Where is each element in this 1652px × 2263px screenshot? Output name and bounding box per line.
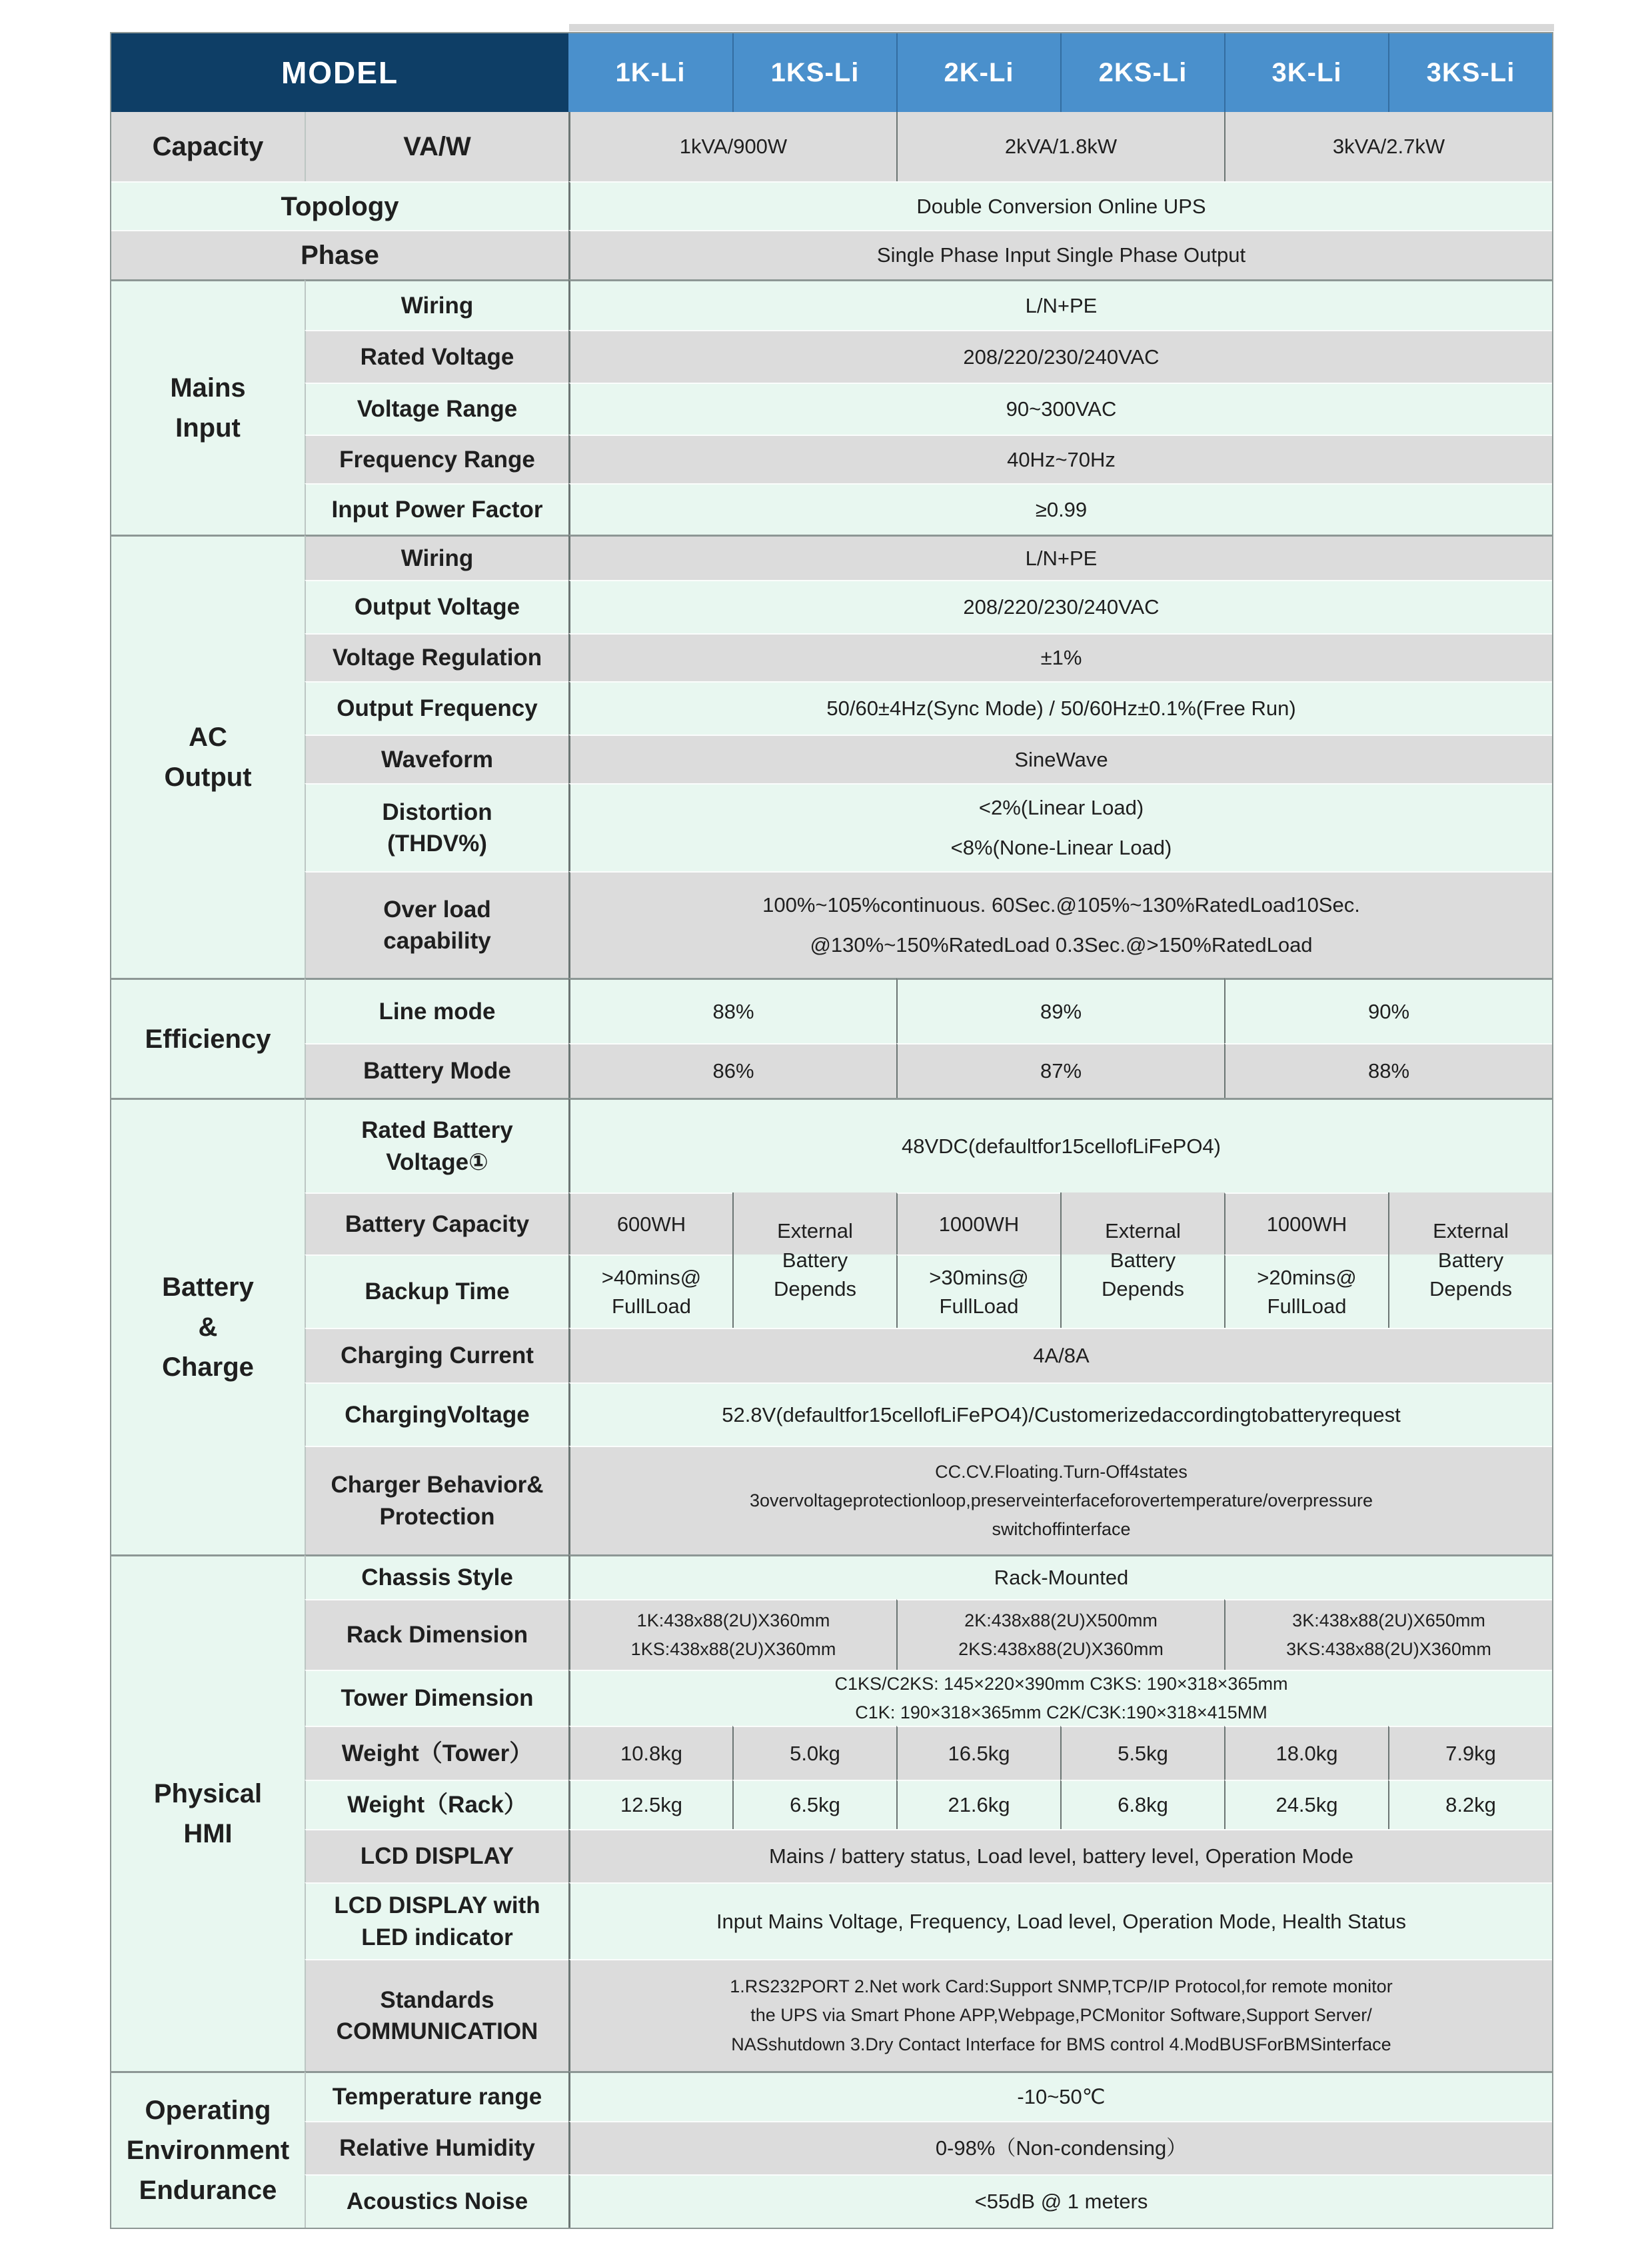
weight-tower-1k bbox=[568, 1726, 732, 1780]
output-frequency-label bbox=[305, 681, 568, 735]
weight-tower-2k bbox=[896, 1726, 1060, 1780]
model-column-3ks-li bbox=[1388, 33, 1552, 112]
capacity-label bbox=[111, 112, 305, 181]
value-line: 3KS:438x88(2U)X360mm bbox=[1286, 1639, 1491, 1659]
battery-capacity-label bbox=[305, 1192, 568, 1254]
weight-tower-3ks bbox=[1388, 1726, 1552, 1780]
rack-dimension-value-1k bbox=[568, 1599, 896, 1670]
distortion-label bbox=[305, 783, 568, 871]
section-label-line: Operating bbox=[145, 2096, 271, 2125]
value-text: 90% bbox=[1367, 999, 1410, 1023]
line-mode-label bbox=[305, 978, 568, 1043]
output-voltage-label bbox=[305, 580, 568, 633]
capacity-value-1k bbox=[568, 112, 896, 181]
external-battery-cell-3ks bbox=[1388, 1192, 1552, 1328]
section-label-line: Efficiency bbox=[145, 1024, 271, 1054]
value-text: 7.9kg bbox=[1445, 1741, 1496, 1765]
label-text: LCD DISPLAY bbox=[360, 1843, 514, 1870]
section-operating-environment bbox=[111, 2071, 305, 2228]
label-text: Chassis Style bbox=[361, 1564, 513, 1591]
section-ac-output bbox=[111, 535, 305, 978]
section-efficiency bbox=[111, 978, 305, 1098]
value-text: 90~300VAC bbox=[1006, 397, 1117, 421]
value-text: 1000WH bbox=[1266, 1212, 1347, 1236]
value-text: 4A/8A bbox=[1033, 1344, 1090, 1368]
ups-spec-table bbox=[110, 32, 1553, 2229]
temperature-range-value bbox=[568, 2071, 1552, 2121]
phase-value bbox=[568, 230, 1552, 279]
label-text: Rack Dimension bbox=[346, 1622, 528, 1648]
lcd-led-label bbox=[305, 1882, 568, 1959]
value-text: 86% bbox=[712, 1059, 754, 1083]
value-line: Battery bbox=[1437, 1248, 1504, 1272]
external-battery-cell-2ks bbox=[1060, 1192, 1224, 1328]
value-line: 1.RS232PORT 2.Net work Card:Support SNMP,TCP/IP Protocol,for remote monitor bbox=[730, 1976, 1393, 1997]
input-power-factor-value bbox=[568, 483, 1552, 535]
voltage-regulation-label bbox=[305, 633, 568, 681]
battery-mode-value-1k bbox=[568, 1043, 896, 1098]
topology-label bbox=[111, 181, 568, 230]
rated-battery-voltage-value bbox=[568, 1098, 1552, 1192]
value-line: CC.CV.Floating.Turn-Off4states bbox=[935, 1461, 1188, 1482]
value-line: External bbox=[1105, 1219, 1181, 1243]
chassis-style-value bbox=[568, 1554, 1552, 1599]
charging-current-label bbox=[305, 1328, 568, 1382]
voltage-range-value bbox=[568, 383, 1552, 435]
rack-dimension-value-2k bbox=[896, 1599, 1224, 1670]
charging-voltage-value bbox=[568, 1382, 1552, 1446]
value-text: 5.5kg bbox=[1118, 1741, 1168, 1765]
voltage-range-label bbox=[305, 383, 568, 435]
label-text: Weight（Rack） bbox=[347, 1792, 527, 1818]
value-line: 1K:438x88(2U)X360mm bbox=[636, 1610, 830, 1630]
value-line: 100%~105%continuous. 60Sec.@105%~130%RatedLoad10Sec. bbox=[762, 893, 1360, 917]
acoustics-noise-value bbox=[568, 2174, 1552, 2228]
section-label-line: Endurance bbox=[139, 2176, 277, 2205]
section-label-line: Physical bbox=[153, 1779, 263, 1808]
value-line: the UPS via Smart Phone APP,Webpage,PCMonitor Software,Support Server/ bbox=[750, 2005, 1372, 2026]
value-text: 88% bbox=[712, 999, 754, 1023]
model-column-1k-li bbox=[568, 33, 732, 112]
value-line: >30mins@ bbox=[929, 1265, 1029, 1289]
relative-humidity-label bbox=[305, 2121, 568, 2174]
acoustics-noise-label bbox=[305, 2174, 568, 2228]
capacity-value-2k bbox=[896, 112, 1224, 181]
phase-label bbox=[111, 230, 568, 279]
value-text: 10.8kg bbox=[620, 1741, 683, 1765]
value-text: Single Phase Input Single Phase Output bbox=[876, 243, 1246, 267]
label-line: LCD DISPLAY with bbox=[334, 1892, 540, 1919]
value-line: Battery bbox=[1110, 1248, 1176, 1272]
model-column-2k-li bbox=[896, 33, 1060, 112]
value-text: 89% bbox=[1040, 999, 1082, 1023]
section-label-line: Input bbox=[175, 413, 241, 443]
value-text: L/N+PE bbox=[1025, 293, 1098, 317]
label-text: Wiring bbox=[401, 292, 474, 319]
value-text: 16.5kg bbox=[948, 1741, 1010, 1765]
ac-wiring-value bbox=[568, 535, 1552, 580]
value-line: switchoffinterface bbox=[992, 1519, 1131, 1540]
capacity-unit-label bbox=[305, 112, 568, 181]
value-line: 3overvoltageprotectionloop,preserveinterfaceforovertemperature/overpressure bbox=[749, 1490, 1373, 1510]
value-text: 208/220/230/240VAC bbox=[963, 345, 1160, 369]
label-text: Charging Current bbox=[341, 1342, 534, 1369]
value-text: Rack-Mounted bbox=[994, 1566, 1129, 1590]
label-line: Distortion bbox=[382, 799, 492, 825]
label-line: LED indicator bbox=[361, 1924, 513, 1950]
input-power-factor-label bbox=[305, 483, 568, 535]
label-text: Capacity bbox=[152, 132, 264, 161]
lcd-display-label bbox=[305, 1829, 568, 1882]
value-line: 2K:438x88(2U)X500mm bbox=[964, 1610, 1158, 1630]
value-text: 6.5kg bbox=[790, 1793, 840, 1817]
charger-behavior-value bbox=[568, 1446, 1552, 1554]
value-text: 6.8kg bbox=[1118, 1793, 1168, 1817]
value-text: 88% bbox=[1367, 1059, 1410, 1083]
model-name: 1K-Li bbox=[615, 58, 686, 87]
charging-current-value bbox=[568, 1328, 1552, 1382]
value-line: 3K:438x88(2U)X650mm bbox=[1292, 1610, 1485, 1630]
section-label-line: Mains bbox=[170, 373, 246, 403]
label-text: VA/W bbox=[403, 132, 471, 161]
weight-rack-label bbox=[305, 1780, 568, 1829]
label-text: Phase bbox=[301, 241, 379, 270]
value-line: >40mins@ bbox=[601, 1265, 702, 1289]
label-text: Battery Capacity bbox=[345, 1210, 530, 1237]
value-text: Input Mains Voltage, Frequency, Load level, Operation Mode, Health Status bbox=[716, 1909, 1407, 1933]
standards-communication-label bbox=[305, 1959, 568, 2071]
label-text: Weight（Tower） bbox=[341, 1740, 533, 1766]
value-text: 8.2kg bbox=[1445, 1793, 1496, 1817]
weight-rack-2ks bbox=[1060, 1780, 1224, 1829]
tower-dimension-label bbox=[305, 1670, 568, 1726]
value-line: External bbox=[1433, 1219, 1509, 1243]
rated-voltage-label bbox=[305, 330, 568, 383]
value-text: 1000WH bbox=[938, 1212, 1020, 1236]
value-line: FullLoad bbox=[939, 1294, 1019, 1318]
standards-communication-value bbox=[568, 1959, 1552, 2071]
battery-capacity-value-2k bbox=[896, 1192, 1060, 1254]
model-column-3k-li bbox=[1224, 33, 1388, 112]
value-text: ≥0.99 bbox=[1035, 497, 1088, 521]
frequency-range-label bbox=[305, 435, 568, 483]
value-line: FullLoad bbox=[1267, 1294, 1347, 1318]
lcd-display-value bbox=[568, 1829, 1552, 1882]
value-line: NASshutdown 3.Dry Contact Interface for BMS control 4.ModBUSForBMSinterface bbox=[731, 2034, 1391, 2054]
battery-capacity-value-1k bbox=[568, 1192, 732, 1254]
value-text: <55dB @ 1 meters bbox=[974, 2190, 1148, 2214]
value-text: ±1% bbox=[1040, 646, 1082, 670]
model-name: 3K-Li bbox=[1271, 58, 1342, 87]
backup-time-value-3k bbox=[1224, 1254, 1388, 1328]
value-text: 2kVA/1.8kW bbox=[1004, 135, 1118, 159]
section-mains-input bbox=[111, 279, 305, 535]
label-text: ChargingVoltage bbox=[345, 1401, 530, 1428]
line-mode-value-1k bbox=[568, 978, 896, 1043]
tower-dimension-value bbox=[568, 1670, 1552, 1726]
external-battery-cell-1ks bbox=[732, 1192, 896, 1328]
distortion-value bbox=[568, 783, 1552, 871]
rack-dimension-value-3k bbox=[1224, 1599, 1552, 1670]
label-line: (THDV%) bbox=[387, 831, 487, 857]
value-line: <8%(None-Linear Load) bbox=[950, 836, 1172, 859]
value-text: 50/60±4Hz(Sync Mode) / 50/60Hz±0.1%(Free Run) bbox=[826, 697, 1296, 721]
section-battery-charge bbox=[111, 1098, 305, 1554]
section-label-line: HMI bbox=[183, 1819, 233, 1848]
section-label-line: Output bbox=[164, 763, 252, 792]
voltage-regulation-value bbox=[568, 633, 1552, 681]
rated-battery-voltage-label bbox=[305, 1098, 568, 1192]
value-line: C1K: 190×318×365mm C2K/C3K:190×318×415MM bbox=[855, 1702, 1267, 1722]
value-text: 21.6kg bbox=[948, 1793, 1010, 1817]
model-name: 3KS-Li bbox=[1426, 58, 1515, 87]
section-label-line: Charge bbox=[162, 1352, 254, 1382]
weight-rack-1k bbox=[568, 1780, 732, 1829]
model-header-label: MODEL bbox=[281, 55, 399, 90]
chassis-style-label bbox=[305, 1554, 568, 1599]
value-line: @130%~150%RatedLoad 0.3Sec.@>150%RatedLoad bbox=[810, 933, 1313, 957]
value-line: <2%(Linear Load) bbox=[978, 795, 1144, 819]
label-line: COMMUNICATION bbox=[336, 2018, 538, 2044]
model-name: 1KS-Li bbox=[770, 58, 860, 87]
weight-tower-3k bbox=[1224, 1726, 1388, 1780]
label-text: Acoustics Noise bbox=[346, 2188, 528, 2215]
battery-mode-value-3k bbox=[1224, 1043, 1552, 1098]
label-line: Rated Battery bbox=[361, 1117, 513, 1144]
value-text: Double Conversion Online UPS bbox=[916, 194, 1206, 218]
value-line: Battery bbox=[782, 1248, 848, 1272]
charging-voltage-label bbox=[305, 1382, 568, 1446]
battery-capacity-value-3k bbox=[1224, 1192, 1388, 1254]
overload-capability-value bbox=[568, 871, 1552, 978]
label-text: Relative Humidity bbox=[339, 2135, 535, 2162]
waveform-value bbox=[568, 735, 1552, 783]
value-text: SineWave bbox=[1014, 747, 1108, 771]
weight-tower-label bbox=[305, 1726, 568, 1780]
backup-time-value-1k bbox=[568, 1254, 732, 1328]
label-text: Temperature range bbox=[332, 2084, 542, 2110]
label-line: Standards bbox=[380, 1986, 494, 2013]
lcd-led-value bbox=[568, 1882, 1552, 1959]
weight-rack-3ks bbox=[1388, 1780, 1552, 1829]
label-text: Rated Voltage bbox=[360, 343, 514, 370]
label-text: Tower Dimension bbox=[341, 1685, 534, 1712]
battery-mode-label bbox=[305, 1043, 568, 1098]
label-line: Over load bbox=[383, 896, 491, 923]
label-line: Voltage① bbox=[386, 1148, 488, 1175]
relative-humidity-value bbox=[568, 2121, 1552, 2174]
mains-wiring-label bbox=[305, 279, 568, 330]
value-text: 87% bbox=[1040, 1059, 1082, 1083]
label-text: Line mode bbox=[379, 998, 496, 1025]
rack-dimension-label bbox=[305, 1599, 568, 1670]
value-text: 24.5kg bbox=[1275, 1793, 1338, 1817]
section-label-line: & bbox=[198, 1312, 218, 1342]
line-mode-value-2k bbox=[896, 978, 1224, 1043]
weight-tower-1ks bbox=[732, 1726, 896, 1780]
value-text: 208/220/230/240VAC bbox=[963, 595, 1160, 619]
value-line: >20mins@ bbox=[1257, 1265, 1357, 1289]
topology-value bbox=[568, 181, 1552, 230]
value-line: Depends bbox=[773, 1277, 857, 1301]
battery-mode-value-2k bbox=[896, 1043, 1224, 1098]
label-text: Voltage Regulation bbox=[332, 645, 542, 671]
model-column-1ks-li bbox=[732, 33, 896, 112]
value-line: Depends bbox=[1101, 1277, 1185, 1301]
section-label-line: Battery bbox=[162, 1272, 254, 1302]
ac-wiring-label bbox=[305, 535, 568, 580]
value-text: 5.0kg bbox=[790, 1741, 840, 1765]
value-text: 1kVA/900W bbox=[679, 135, 788, 159]
rated-voltage-value bbox=[568, 330, 1552, 383]
value-text: 600WH bbox=[616, 1212, 686, 1236]
value-text: Mains / battery status, Load level, battery level, Operation Mode bbox=[768, 1844, 1354, 1868]
value-line: C1KS/C2KS: 145×220×390mm C3KS: 190×318×365mm bbox=[834, 1673, 1288, 1694]
header-top-strip bbox=[569, 24, 1554, 31]
label-text: Output Voltage bbox=[354, 594, 520, 621]
line-mode-value-3k bbox=[1224, 978, 1552, 1043]
section-physical-hmi bbox=[111, 1554, 305, 2071]
value-text: L/N+PE bbox=[1025, 546, 1098, 570]
model-name: 2K-Li bbox=[944, 58, 1014, 87]
value-text: 18.0kg bbox=[1275, 1741, 1338, 1765]
waveform-label bbox=[305, 735, 568, 783]
value-line: Depends bbox=[1429, 1277, 1513, 1301]
backup-time-value-2k bbox=[896, 1254, 1060, 1328]
weight-rack-2k bbox=[896, 1780, 1060, 1829]
value-line: 1KS:438x88(2U)X360mm bbox=[630, 1639, 836, 1659]
capacity-value-3k bbox=[1224, 112, 1552, 181]
mains-wiring-value bbox=[568, 279, 1552, 330]
value-text: 52.8V(defaultfor15cellofLiFePO4)/Customerizedaccordingtobatteryrequest bbox=[722, 1402, 1401, 1426]
temperature-range-label bbox=[305, 2071, 568, 2121]
value-text: 12.5kg bbox=[620, 1793, 683, 1817]
label-text: Backup Time bbox=[365, 1278, 510, 1305]
value-text: 48VDC(defaultfor15cellofLiFePO4) bbox=[901, 1134, 1222, 1158]
value-text: 0-98%（Non-condensing） bbox=[935, 2136, 1188, 2160]
overload-capability-label bbox=[305, 871, 568, 978]
section-label-line: AC bbox=[189, 723, 227, 752]
model-name: 2KS-Li bbox=[1098, 58, 1188, 87]
label-line: Charger Behavior& bbox=[331, 1472, 544, 1498]
value-line: 2KS:438x88(2U)X360mm bbox=[958, 1639, 1164, 1659]
weight-rack-1ks bbox=[732, 1780, 896, 1829]
value-text: 40Hz~70Hz bbox=[1007, 447, 1116, 471]
label-text: Waveform bbox=[381, 746, 493, 773]
value-text: 3kVA/2.7kW bbox=[1332, 135, 1445, 159]
label-line: capability bbox=[383, 928, 491, 954]
value-text: -10~50℃ bbox=[1017, 2085, 1106, 2109]
value-line: FullLoad bbox=[612, 1294, 691, 1318]
charger-behavior-label bbox=[305, 1446, 568, 1554]
label-text: Topology bbox=[281, 191, 399, 221]
label-text: Battery Mode bbox=[363, 1058, 511, 1085]
label-text: Input Power Factor bbox=[331, 496, 543, 523]
label-line: Protection bbox=[379, 1503, 495, 1530]
value-line: External bbox=[777, 1219, 853, 1243]
label-text: Frequency Range bbox=[339, 446, 535, 473]
label-text: Voltage Range bbox=[357, 396, 518, 423]
output-voltage-value bbox=[568, 580, 1552, 633]
weight-tower-2ks bbox=[1060, 1726, 1224, 1780]
model-header-cell bbox=[111, 33, 568, 112]
model-column-2ks-li bbox=[1060, 33, 1224, 112]
label-text: Output Frequency bbox=[337, 695, 538, 722]
backup-time-label bbox=[305, 1254, 568, 1328]
section-label-line: Environment bbox=[126, 2136, 290, 2165]
frequency-range-value bbox=[568, 435, 1552, 483]
weight-rack-3k bbox=[1224, 1780, 1388, 1829]
label-text: Wiring bbox=[401, 545, 474, 571]
output-frequency-value bbox=[568, 681, 1552, 735]
